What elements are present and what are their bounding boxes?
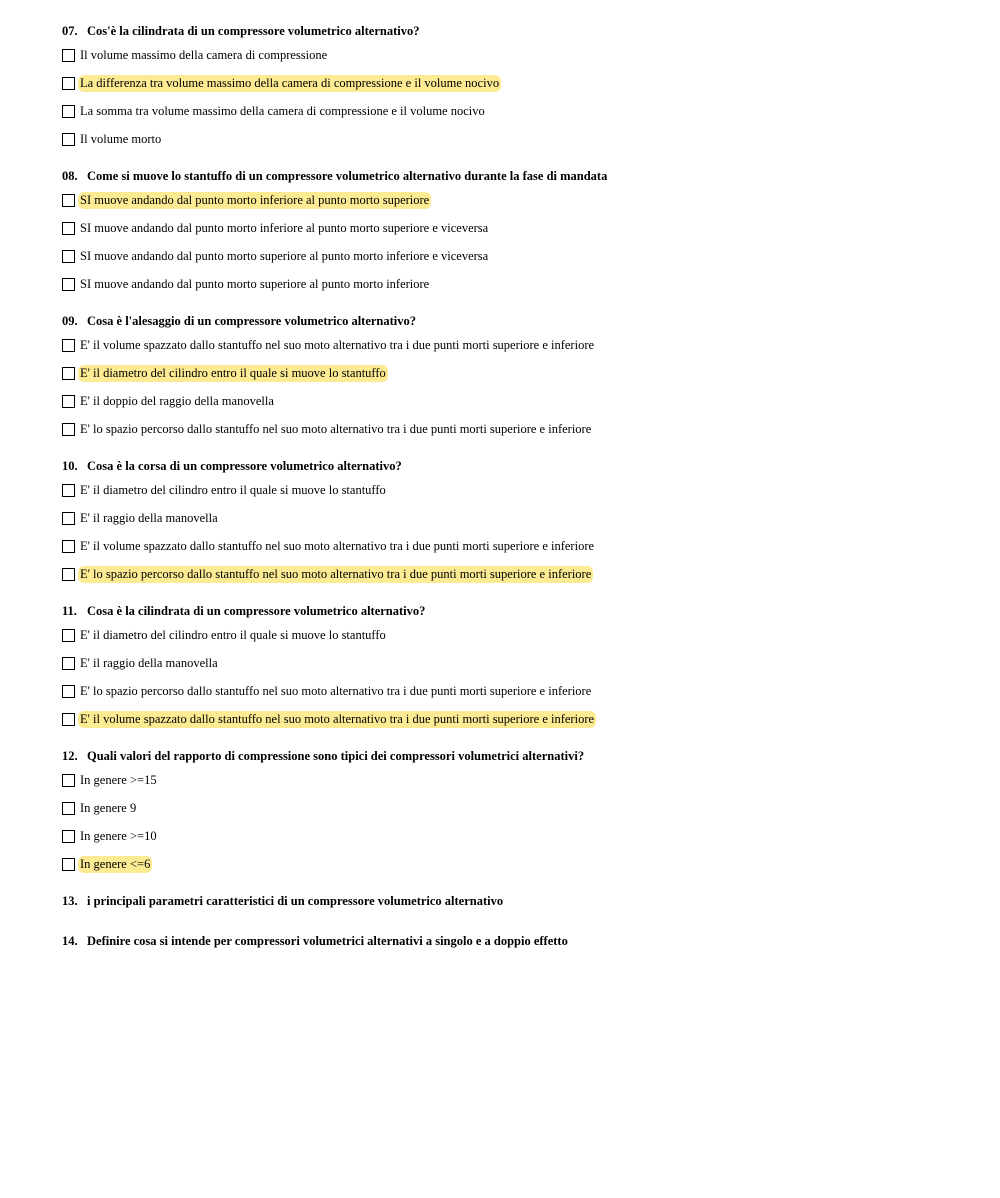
answer-option[interactable] (62, 476, 962, 504)
question-08 (62, 167, 962, 298)
answer-option[interactable] (62, 186, 962, 214)
answer-checkbox[interactable] (62, 774, 75, 787)
answer-option[interactable] (62, 270, 962, 298)
answer-text: In genere >=15 (80, 772, 157, 787)
question-text: Cosa è la corsa di un compressore volumetrico alternativo? (87, 459, 402, 473)
answer-text: La somma tra volume massimo della camera di compressione e il volume nocivo (80, 103, 485, 118)
answer-checkbox[interactable] (62, 830, 75, 843)
question-number: 09. (62, 314, 78, 328)
answer-option[interactable] (62, 359, 962, 387)
answer-checkbox[interactable] (62, 222, 75, 235)
answer-text: E' il raggio della manovella (80, 510, 218, 525)
answer-text-highlighted: E' lo spazio percorso dallo stantuffo nel suo moto alternativo tra i due punti morti superiore e inferiore (80, 566, 592, 581)
answer-text: SI muove andando dal punto morto superiore al punto morto inferiore e viceversa (80, 248, 489, 263)
answer-checkbox[interactable] (62, 278, 75, 291)
answer-checkbox[interactable] (62, 540, 75, 553)
question-13 (62, 892, 962, 910)
answer-text-highlighted: La differenza tra volume massimo della camera di compressione e il volume nocivo (80, 75, 500, 90)
answer-checkbox[interactable] (62, 512, 75, 525)
answer-option[interactable] (62, 125, 962, 153)
answer-option[interactable] (62, 214, 962, 242)
question-text: Quali valori del rapporto di compressione sono tipici dei compressori volumetrici alternativi? (87, 749, 585, 763)
answer-text: E' il volume spazzato dallo stantuffo nel suo moto alternativo tra i due punti morti superiore e inferiore (80, 337, 595, 352)
answer-text: Il volume massimo della camera di compressione (80, 47, 328, 62)
answer-option[interactable] (62, 387, 962, 415)
answer-option[interactable] (62, 415, 962, 443)
answer-text-highlighted: In genere <=6 (80, 856, 151, 871)
question-text: i principali parametri caratteristici di un compressore volumetrico alternativo (87, 894, 504, 908)
answer-checkbox[interactable] (62, 685, 75, 698)
answer-checkbox[interactable] (62, 858, 75, 871)
answer-text: E' il raggio della manovella (80, 655, 218, 670)
answer-option[interactable] (62, 850, 962, 878)
question-title (62, 892, 962, 910)
answer-text: E' il volume spazzato dallo stantuffo nel suo moto alternativo tra i due punti morti superiore e inferiore (80, 538, 595, 553)
answer-option[interactable] (62, 677, 962, 705)
answer-option[interactable] (62, 41, 962, 69)
answer-text: E' il diametro del cilindro entro il quale si muove lo stantuffo (80, 482, 386, 497)
answer-option[interactable] (62, 532, 962, 560)
question-text: Cosa è la cilindrata di un compressore volumetrico alternativo? (87, 604, 426, 618)
question-09 (62, 312, 962, 443)
answer-text-highlighted: E' il volume spazzato dallo stantuffo nel suo moto alternativo tra i due punti morti superiore e inferiore (80, 711, 595, 726)
answer-text: SI muove andando dal punto morto superiore al punto morto inferiore (80, 276, 430, 291)
quiz-page (62, 22, 962, 950)
answer-option[interactable] (62, 649, 962, 677)
question-text: Come si muove lo stantuffo di un compressore volumetrico alternativo durante la fase di mandata (87, 169, 608, 183)
question-title (62, 312, 962, 330)
answer-checkbox[interactable] (62, 568, 75, 581)
answer-text: E' lo spazio percorso dallo stantuffo nel suo moto alternativo tra i due punti morti superiore e inferiore (80, 683, 592, 698)
answer-checkbox[interactable] (62, 133, 75, 146)
answer-option[interactable] (62, 766, 962, 794)
answer-text-highlighted: SI muove andando dal punto morto inferiore al punto morto superiore (80, 192, 430, 207)
answer-text: In genere 9 (80, 800, 137, 815)
answer-checkbox[interactable] (62, 250, 75, 263)
question-title (62, 932, 962, 950)
answer-checkbox[interactable] (62, 395, 75, 408)
question-number: 12. (62, 749, 78, 763)
answer-checkbox[interactable] (62, 423, 75, 436)
question-number: 07. (62, 24, 78, 38)
answer-checkbox[interactable] (62, 77, 75, 90)
answer-text: E' lo spazio percorso dallo stantuffo nel suo moto alternativo tra i due punti morti superiore e inferiore (80, 421, 592, 436)
question-number: 10. (62, 459, 78, 473)
question-text: Cos'è la cilindrata di un compressore volumetrico alternativo? (87, 24, 420, 38)
answer-option[interactable] (62, 504, 962, 532)
answer-text: Il volume morto (80, 131, 162, 146)
answer-checkbox[interactable] (62, 802, 75, 815)
answer-option[interactable] (62, 97, 962, 125)
answer-checkbox[interactable] (62, 657, 75, 670)
question-title (62, 457, 962, 475)
answer-option[interactable] (62, 621, 962, 649)
answer-text: E' il doppio del raggio della manovella (80, 393, 274, 408)
answer-text: E' il diametro del cilindro entro il quale si muove lo stantuffo (80, 627, 386, 642)
question-title (62, 167, 962, 185)
question-text: Cosa è l'alesaggio di un compressore volumetrico alternativo? (87, 314, 417, 328)
question-11 (62, 602, 962, 733)
question-title (62, 22, 962, 40)
answer-option[interactable] (62, 560, 962, 588)
question-number: 08. (62, 169, 78, 183)
question-title (62, 747, 962, 765)
question-number: 14. (62, 934, 78, 948)
answer-checkbox[interactable] (62, 194, 75, 207)
answer-checkbox[interactable] (62, 484, 75, 497)
answer-option[interactable] (62, 705, 962, 733)
answer-text: SI muove andando dal punto morto inferiore al punto morto superiore e viceversa (80, 220, 489, 235)
answer-text-highlighted: E' il diametro del cilindro entro il quale si muove lo stantuffo (80, 365, 386, 380)
answer-checkbox[interactable] (62, 339, 75, 352)
question-number: 13. (62, 894, 78, 908)
answer-checkbox[interactable] (62, 105, 75, 118)
answer-checkbox[interactable] (62, 367, 75, 380)
question-text: Definire cosa si intende per compressori volumetrici alternativi a singolo e a doppio effetto (87, 934, 568, 948)
answer-checkbox[interactable] (62, 713, 75, 726)
answer-text: In genere >=10 (80, 828, 157, 843)
question-07 (62, 22, 962, 153)
question-number: 11. (62, 604, 77, 618)
question-10 (62, 457, 962, 588)
question-title (62, 602, 962, 620)
answer-checkbox[interactable] (62, 49, 75, 62)
question-12 (62, 747, 962, 878)
answer-option[interactable] (62, 794, 962, 822)
answer-option[interactable] (62, 242, 962, 270)
answer-option[interactable] (62, 822, 962, 850)
answer-option[interactable] (62, 331, 962, 359)
answer-option[interactable] (62, 69, 962, 97)
question-14 (62, 932, 962, 950)
answer-checkbox[interactable] (62, 629, 75, 642)
